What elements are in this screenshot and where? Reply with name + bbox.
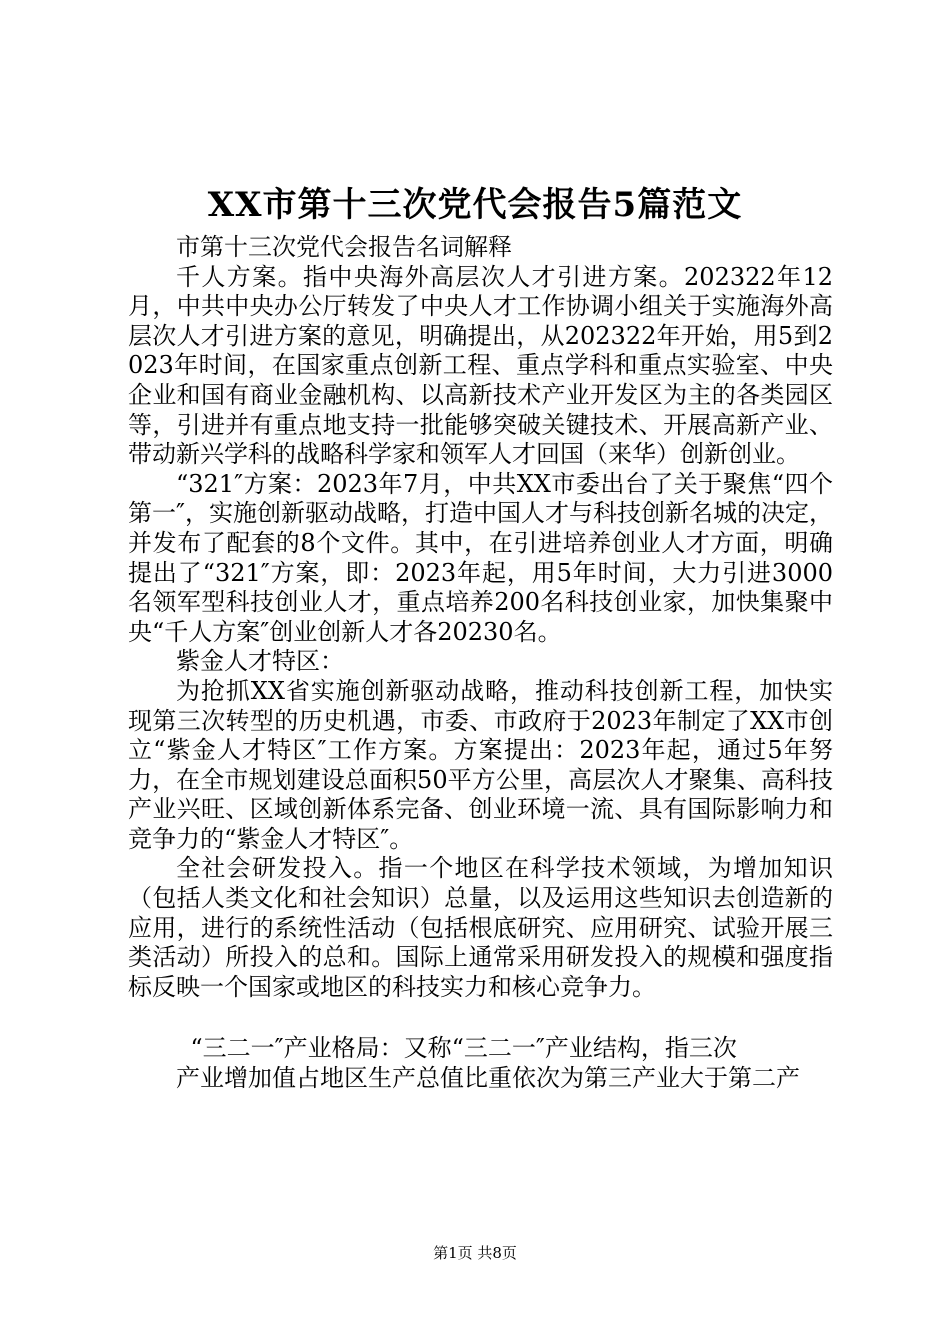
- page-footer: 第1页 共8页: [433, 1244, 517, 1262]
- paragraph-heading: 市第十三次党代会报告名词解释: [176, 233, 512, 261]
- paragraph-qianren: 千人方案。指中央海外高层次人才引进方案。202322年12月，中共中央办公厅转发了中央人才工作协调小组关于实施海外高层次人才引进方案的意见，明确提出，从202322年开始，用5到2023年时间，在国家重点创新工程、重点学科和重点实验室、中央企业和国有商业金融机构、以高新技术产业开发区为主的各类园区等，引进并有重点地支持一批能够突破关键技术、开展高新产业、带动新兴学科的战略科学家和领军人才回国（来华）创新创业。: [128, 262, 833, 469]
- paragraph-zijin-heading: 紫金人才特区：: [176, 647, 344, 676]
- paragraph-line: 产业增加值占地区生产总值比重依次为第三产业大于第二产: [176, 1064, 800, 1093]
- paragraph-line: “三二一″产业格局：又称“三二一″产业结构，指三次: [190, 1034, 737, 1063]
- document-body: [128, 233, 833, 1094]
- document-title: XX市第十三次党代会报告5篇范文: [207, 185, 743, 225]
- paragraph-321: “321″方案：2023年7月，中共XX市委出台了关于聚焦“四个第一″，实施创新驱动战略，打造中国人才与科技创新名城的决定，并发布了配套的8个文件。其中，在引进培养创业人才方面，明确提出了“321″方案，即：2023年起，用5年时间，大力引进3000名领军型科技创业人才，重点培养200名科技创业家，加快集聚中央“千人方案″创业创新人才各20230名。: [128, 469, 833, 646]
- paragraph-zijin: 为抢抓XX省实施创新驱动战略，推动科技创新工程，加快实现第三次转型的历史机遇，市委、市政府于2023年制定了XX市创立“紫金人才特区″工作方案。方案提出：2023年起，通过5年努力，在全市规划建设总面积50平方公里，高层次人才聚集、高科技产业兴旺、区域创新体系完备、创业环境一流、具有国际影响力和竞争力的“紫金人才特区″。: [128, 676, 833, 853]
- paragraph-321-industry: [128, 1034, 833, 1093]
- paragraph-rd-investment: 全社会研发投入。指一个地区在科学技术领域，为增加知识（包括人类文化和社会知识）总量，以及运用这些知识去创造新的应用，进行的系统性活动（包括根底研究、应用研究、试验开展三类活动）所投入的总和。国际上通常采用研发投入的规模和强度指标反映一个国家或地区的科技实力和核心竞争力。: [128, 854, 833, 1001]
